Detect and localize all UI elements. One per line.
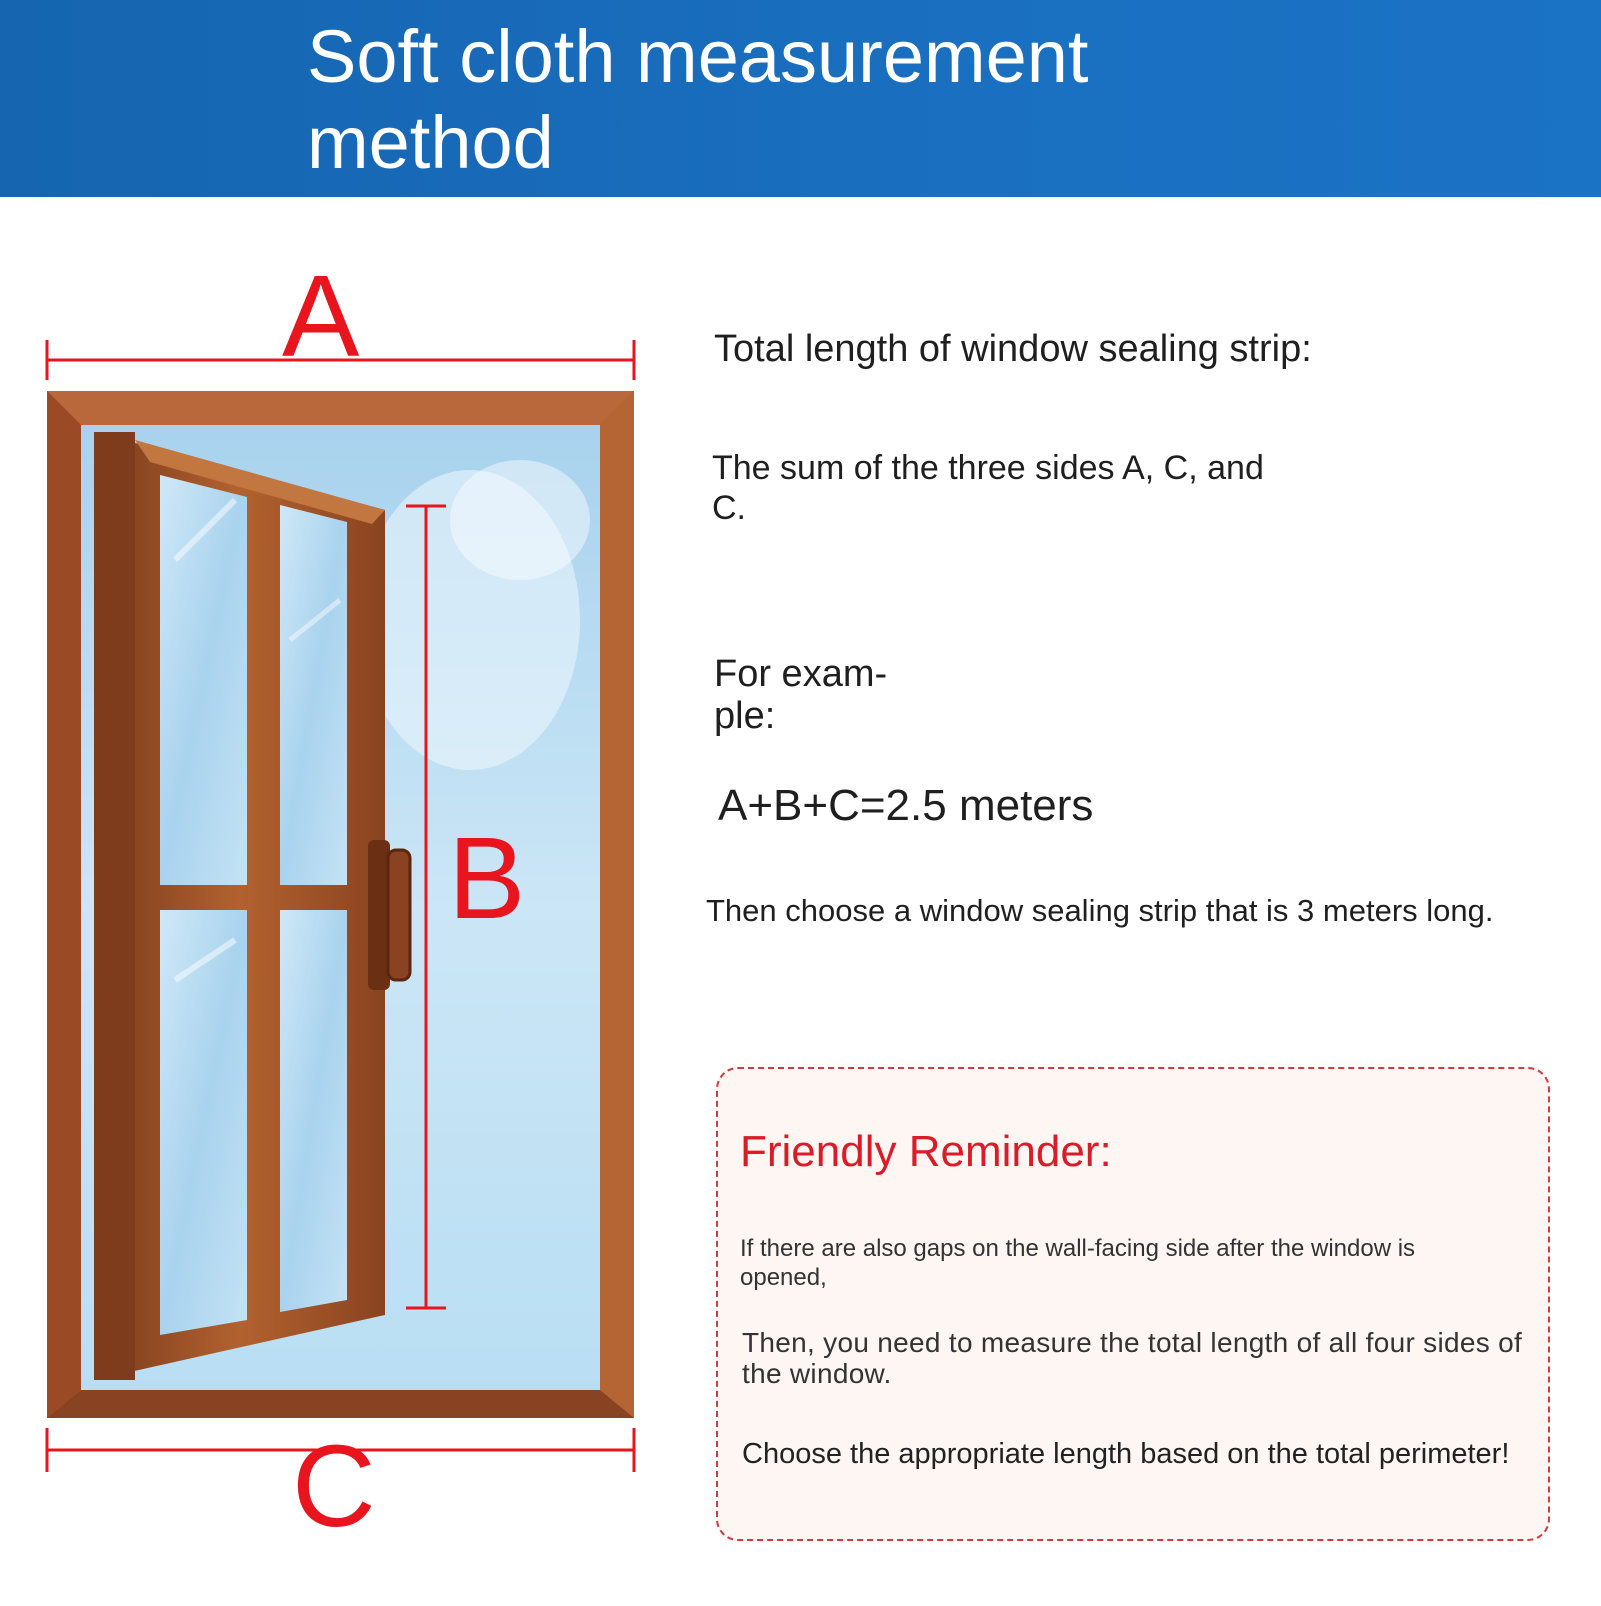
dimension-label-a: A (282, 251, 360, 381)
recommendation-text: Then choose a window sealing strip that is 3 meters long. (706, 893, 1494, 928)
friendly-reminder-box (716, 1067, 1550, 1541)
reminder-paragraph-1: If there are also gaps on the wall-facing side after the window is opened, (740, 1235, 1416, 1291)
sum-description: The sum of the three sides A, C, and C. (712, 449, 1264, 527)
window-diagram (0, 0, 660, 1601)
dimension-label-c: C (292, 1421, 376, 1551)
example-formula: A+B+C=2.5 meters (718, 781, 1094, 830)
page-title: Soft cloth measurement method (307, 15, 1089, 184)
window-illustration (0, 0, 660, 1601)
reminder-title: Friendly Reminder: (740, 1127, 1112, 1176)
example-label: For exam- ple: (714, 653, 888, 737)
reminder-paragraph-3: Choose the appropriate length based on the total perimeter! (742, 1438, 1510, 1470)
total-length-heading: Total length of window sealing strip: (714, 328, 1312, 370)
dimension-label-b: B (448, 813, 526, 943)
window-sash (94, 432, 410, 1380)
reminder-paragraph-2: Then, you need to measure the total length of all four sides of the window. (742, 1327, 1523, 1389)
